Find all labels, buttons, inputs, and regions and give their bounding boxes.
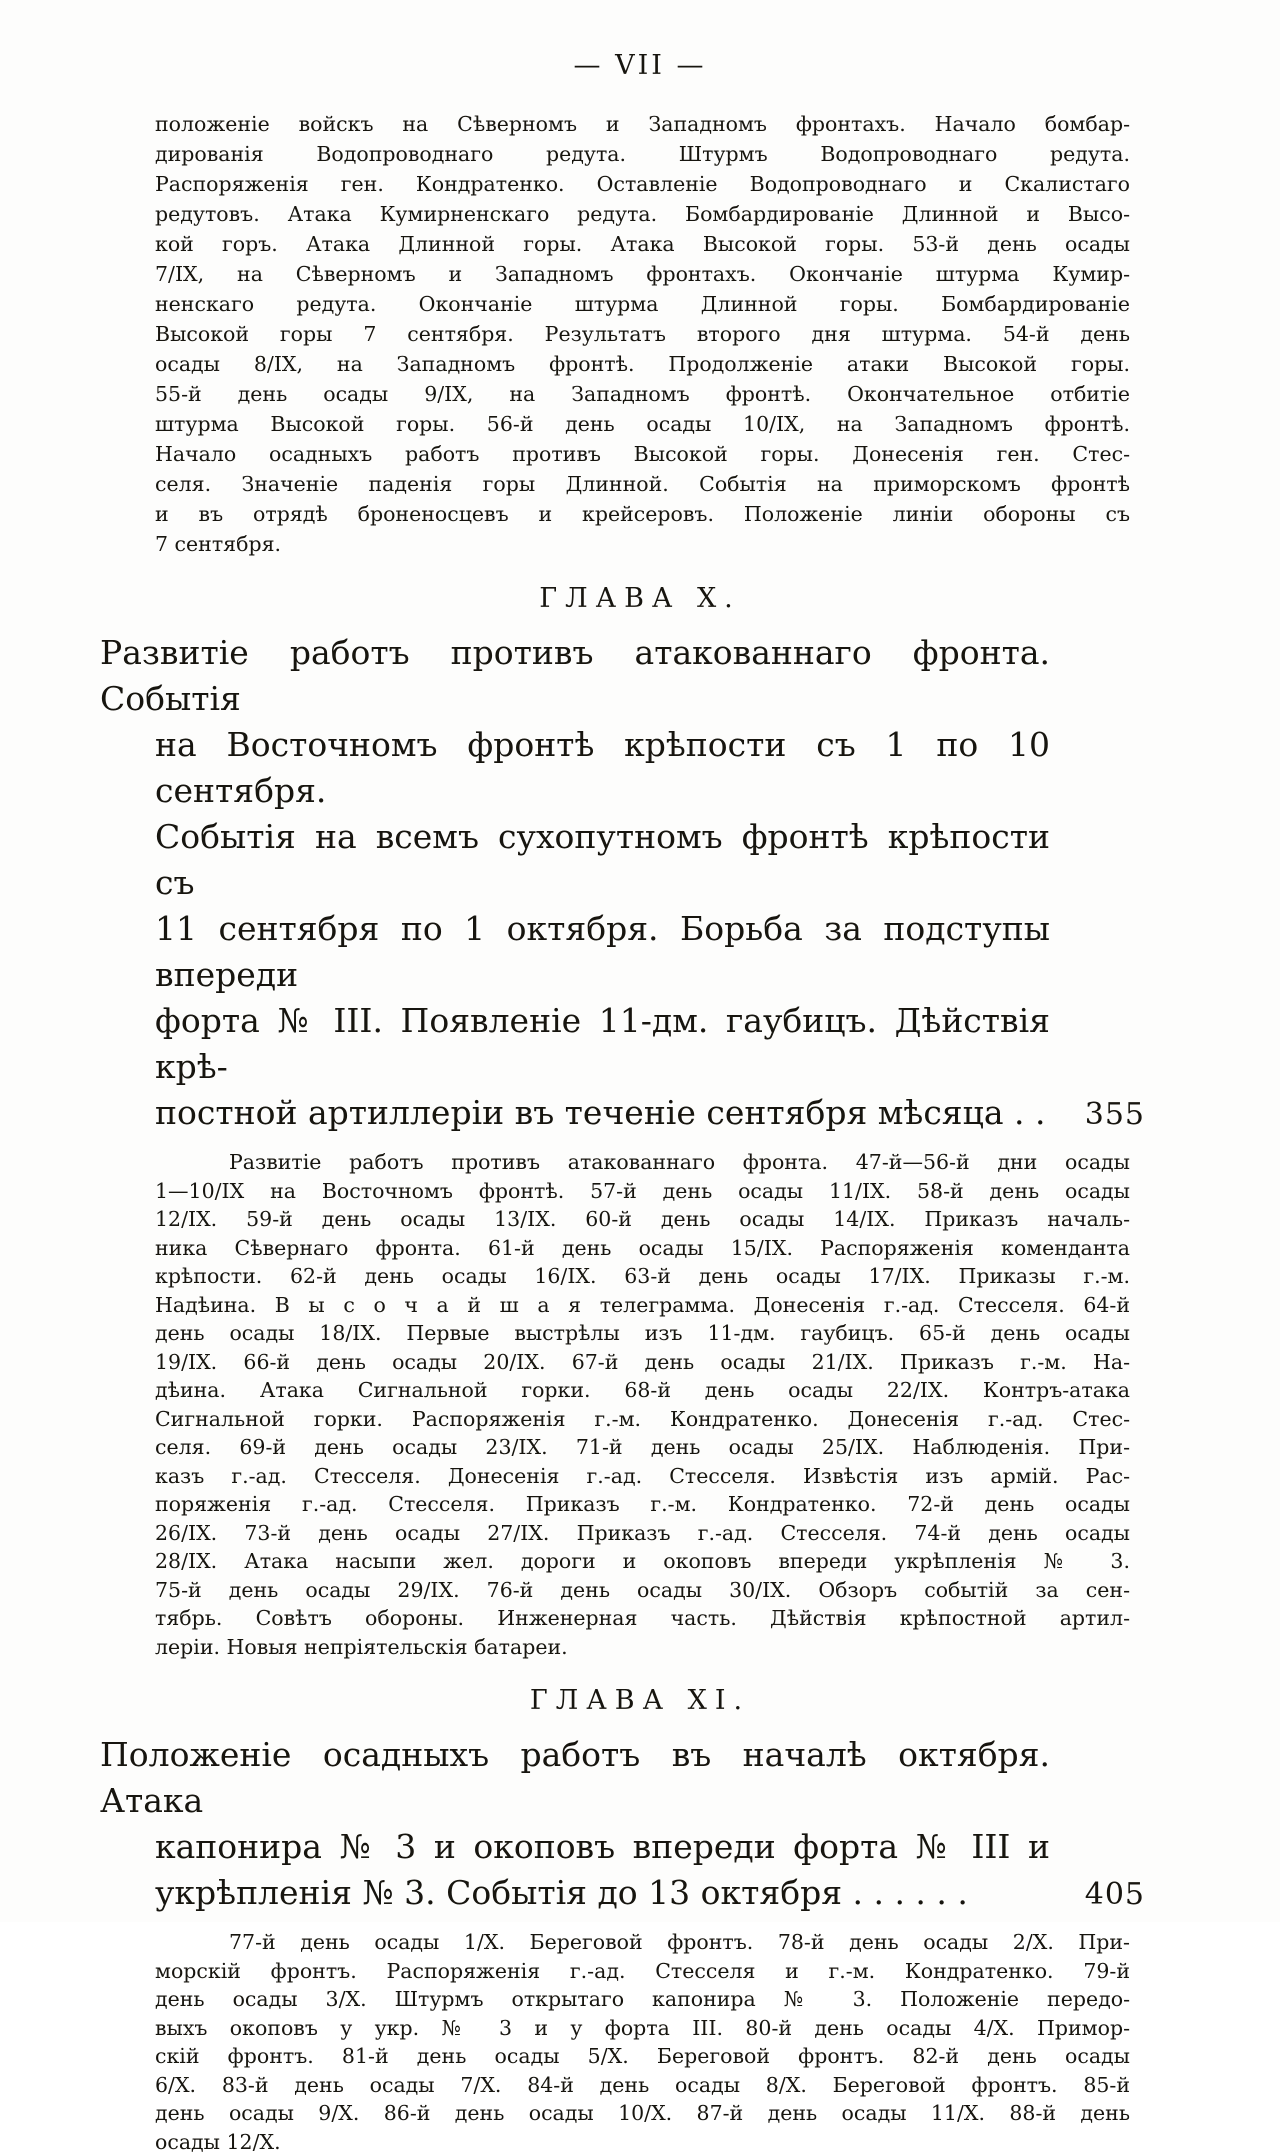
chapter-x-title [155, 630, 1050, 1138]
text-line: Начало осадныхъ работъ противъ Высокой горы. Донесенія ген. Стес- [155, 439, 1130, 469]
text-line: тябрь. Совѣтъ обороны. Инженерная часть. Дѣйствія крѣпостной артил- [155, 1604, 1130, 1633]
text-line: положеніе войскъ на Сѣверномъ и Западномъ фронтахъ. Начало бомбар- [155, 109, 1130, 139]
chapter-xi-page-ref: 405 [1085, 1872, 1145, 1918]
text-line: 12/IX. 59-й день осады 13/IX. 60-й день осады 14/IX. Приказъ началь- [155, 1205, 1130, 1234]
text-line: Высокой горы 7 сентября. Результатъ второго дня штурма. 54-й день [155, 319, 1130, 349]
text-line: селя. 69-й день осады 23/IX. 71-й день осады 25/IX. Наблюденія. При- [155, 1433, 1130, 1462]
text-line: Развитіе работъ противъ атакованнаго фронта. Событія [100, 630, 1050, 722]
chapter-xi-title [155, 1732, 1050, 1918]
text-line: день осады 3/X. Штурмъ открытаго капонира № 3. Положеніе передо- [155, 1985, 1130, 2014]
chapter-xi-title-last-row [155, 1870, 1145, 1918]
text-line: Положеніе осадныхъ работъ въ началѣ октября. Атака [100, 1732, 1050, 1824]
text-line: 7 сентября. [155, 529, 1130, 559]
text-line: выхъ окоповъ у укр. № 3 и у форта III. 80-й день осады 4/X. Примор- [155, 2014, 1130, 2043]
chapter-x-title-last-text: постной артиллеріи въ теченіе сентября мѣсяца . . [155, 1090, 1045, 1136]
text-line: на Восточномъ фронтѣ крѣпости съ 1 по 10 сентября. [155, 722, 1050, 814]
text-line: Развитіе работъ противъ атакованнаго фронта. 47-й—56-й дни осады [155, 1148, 1130, 1177]
text-line: 26/IX. 73-й день осады 27/IX. Приказъ г.-ад. Стесселя. 74-й день осады [155, 1519, 1130, 1548]
text-line: крѣпости. 62-й день осады 16/IX. 63-й день осады 17/IX. Приказы г.-м. [155, 1262, 1130, 1291]
text-line: 6/X. 83-й день осады 7/X. 84-й день осады 8/X. Береговой фронтъ. 85-й [155, 2071, 1130, 2100]
running-head-page-number: — VII — [0, 0, 1280, 81]
text-line: поряженія г.-ад. Стесселя. Приказъ г.-м. Кондратенко. 72-й день осады [155, 1490, 1130, 1519]
text-line: 77-й день осады 1/X. Береговой фронтъ. 78-й день осады 2/X. При- [155, 1928, 1130, 1957]
text-line: скій фронтъ. 81-й день осады 5/X. Береговой фронтъ. 82-й день осады [155, 2042, 1130, 2071]
text-line: 7/IX, на Сѣверномъ и Западномъ фронтахъ. Окончаніе штурма Кумир- [155, 259, 1130, 289]
chapter-ix-summary-continuation [155, 109, 1130, 559]
chapter-xi-heading: ГЛАВА XI. [0, 1685, 1280, 1716]
text-line: 19/IX. 66-й день осады 20/IX. 67-й день осады 21/IX. Приказъ г.-м. На- [155, 1348, 1130, 1377]
text-line: ника Сѣвернаго фронта. 61-й день осады 15/IX. Распоряженія коменданта [155, 1234, 1130, 1263]
chapter-xi-title-last-text: укрѣпленія № 3. Событія до 13 октября . . . . . . [155, 1870, 968, 1916]
text-line: дѣина. Атака Сигнальной горки. 68-й день осады 22/IX. Контръ-атака [155, 1376, 1130, 1405]
chapter-x-detail-summary [155, 1148, 1130, 1661]
chapter-x-title-last-row [155, 1090, 1145, 1138]
text-line: осады 8/IX, на Западномъ фронтѣ. Продолженіе атаки Высокой горы. [155, 349, 1130, 379]
text-line: морскій фронтъ. Распоряженія г.-ад. Стесселя и г.-м. Кондратенко. 79-й [155, 1957, 1130, 1986]
text-line: Распоряженія ген. Кондратенко. Оставленіе Водопроводнаго и Скалистаго [155, 169, 1130, 199]
text-line: капонира № 3 и окоповъ впереди форта № III и [155, 1824, 1050, 1870]
text-line: редутовъ. Атака Кумирненскаго редута. Бомбардированіе Длинной и Высо- [155, 199, 1130, 229]
text-line: Надѣина. В ы с о ч а й ш а я телеграмма. Донесенія г.-ад. Стесселя. 64-й [155, 1291, 1130, 1320]
text-line: леріи. Новыя непріятельскія батареи. [155, 1633, 1130, 1662]
text-line: и въ отрядѣ броненосцевъ и крейсеровъ. Положеніе линіи обороны съ [155, 499, 1130, 529]
text-line: Сигнальной горки. Распоряженія г.-м. Кондратенко. Донесенія г.-ад. Стес- [155, 1405, 1130, 1434]
chapter-x-heading: ГЛАВА X. [0, 583, 1280, 614]
chapter-xi-title-lines [155, 1732, 1050, 1870]
text-line: день осады 9/X. 86-й день осады 10/X. 87-й день осады 11/X. 88-й день [155, 2099, 1130, 2128]
text-line: кой горъ. Атака Длинной горы. Атака Высокой горы. 53-й день осады [155, 229, 1130, 259]
text-line: 55-й день осады 9/IX, на Западномъ фронтѣ. Окончательное отбитіе [155, 379, 1130, 409]
text-line: 1—10/IX на Восточномъ фронтѣ. 57-й день осады 11/IX. 58-й день осады [155, 1177, 1130, 1206]
text-line: форта № III. Появленіе 11-дм. гаубицъ. Дѣйствія крѣ- [155, 998, 1050, 1090]
text-line: осады 12/X. [155, 2128, 1130, 2156]
chapter-x-title-lines [155, 630, 1050, 1090]
text-line: казъ г.-ад. Стесселя. Донесенія г.-ад. Стесселя. Извѣстія изъ армій. Рас- [155, 1462, 1130, 1491]
text-line: 75-й день осады 29/IX. 76-й день осады 30/IX. Обзоръ событій за сен- [155, 1576, 1130, 1605]
text-line: 28/IX. Атака насыпи жел. дороги и окоповъ впереди укрѣпленія № 3. [155, 1547, 1130, 1576]
text-line: ненскаго редута. Окончаніе штурма Длинной горы. Бомбардированіе [155, 289, 1130, 319]
chapter-x-page-ref: 355 [1085, 1092, 1145, 1138]
text-line: селя. Значеніе паденія горы Длинной. Событія на приморскомъ фронтѣ [155, 469, 1130, 499]
text-line: штурма Высокой горы. 56-й день осады 10/IX, на Западномъ фронтѣ. [155, 409, 1130, 439]
text-line: 11 сентября по 1 октября. Борьба за подступы впереди [155, 906, 1050, 998]
text-line: день осады 18/IX. Первые выстрѣлы изъ 11-дм. гаубицъ. 65-й день осады [155, 1319, 1130, 1348]
chapter-xi-detail-summary [155, 1928, 1130, 2156]
text-line: Событія на всемъ сухопутномъ фронтѣ крѣпости съ [155, 814, 1050, 906]
text-line: дированія Водопроводнаго редута. Штурмъ Водопроводнаго редута. [155, 139, 1130, 169]
